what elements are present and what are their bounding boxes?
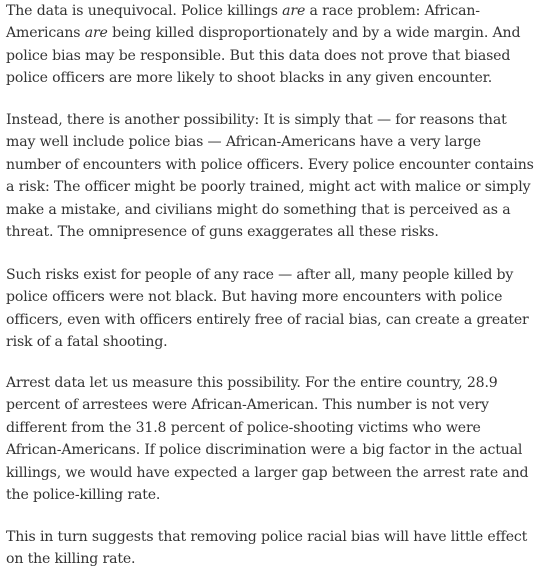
text-segment: risk of a fatal shooting. (6, 334, 168, 351)
text-segment: The data is unequivocal. Police killings (6, 3, 283, 19)
text-line (6, 0, 532, 22)
text-segment: Americans (6, 25, 85, 42)
text-segment: This in turn suggests that removing police racial bias will have little effect (6, 529, 528, 545)
text-line (6, 131, 532, 153)
text-segment: make a mistake, and civilians might do something that is perceived as a (6, 201, 511, 218)
text-segment: being killed disproportionately and by a wide margin. And (107, 25, 521, 42)
text-segment: officers, even with officers entirely free of racial bias, can create a greater (6, 311, 529, 328)
text-segment: may well include police bias — African-Americans have a very large (6, 134, 481, 151)
text-line (6, 221, 532, 243)
paragraph-1 (6, 0, 532, 90)
text-segment: percent of arrestees were African-American. This number is not very (6, 397, 489, 414)
text-segment: Instead, there is another possibility: It is simply that — for reasons that (6, 112, 507, 128)
text-segment: the police-killing rate. (6, 487, 161, 504)
paragraph-3 (6, 264, 532, 354)
text-line (6, 176, 532, 198)
text-segment: number of encounters with police officers. Every police encounter contains (6, 156, 534, 173)
text-line (6, 22, 532, 44)
text-segment: African-Americans. If police discrimination were a big factor in the actual (6, 442, 523, 459)
text-segment: a risk: The officer might be poorly trained, might act with malice or simply (6, 179, 531, 196)
text-line (6, 548, 532, 570)
emphasis-text: are (282, 3, 306, 19)
text-line (6, 394, 532, 416)
text-line (6, 286, 532, 308)
text-segment: on the killing rate. (6, 551, 136, 568)
text-line (6, 372, 532, 394)
text-segment: threat. The omnipresence of guns exaggerates all these risks. (6, 224, 439, 241)
text-line (6, 462, 532, 484)
text-line (6, 309, 532, 331)
text-line (6, 439, 532, 461)
paragraph-2 (6, 109, 532, 243)
text-segment: police officers were not black. But having more encounters with police (6, 289, 503, 306)
text-segment: different from the 31.8 percent of police-shooting victims who were (6, 419, 481, 436)
text-line (6, 67, 532, 89)
text-segment: Such risks exist for people of any race — after all, many people killed by (6, 267, 514, 283)
text-segment: Arrest data let us measure this possibility. For the entire country, 28.9 (6, 375, 498, 391)
paragraph-5 (6, 526, 532, 571)
text-line (6, 417, 532, 439)
text-line (6, 45, 532, 67)
text-line (6, 526, 532, 548)
text-line (6, 264, 532, 286)
text-line (6, 154, 532, 176)
text-line (6, 331, 532, 353)
text-line (6, 484, 532, 506)
text-segment: police officers are more likely to shoot blacks in any given encounter. (6, 70, 493, 87)
text-line (6, 109, 532, 131)
emphasis-text: are (84, 25, 108, 42)
text-segment: police bias may be responsible. But this data does not prove that biased (6, 47, 511, 64)
text-line (6, 199, 532, 221)
paragraph-4 (6, 372, 532, 506)
text-segment: a race problem: African- (305, 3, 480, 19)
text-segment: killings, we would have expected a larger gap between the arrest rate and (6, 464, 529, 481)
